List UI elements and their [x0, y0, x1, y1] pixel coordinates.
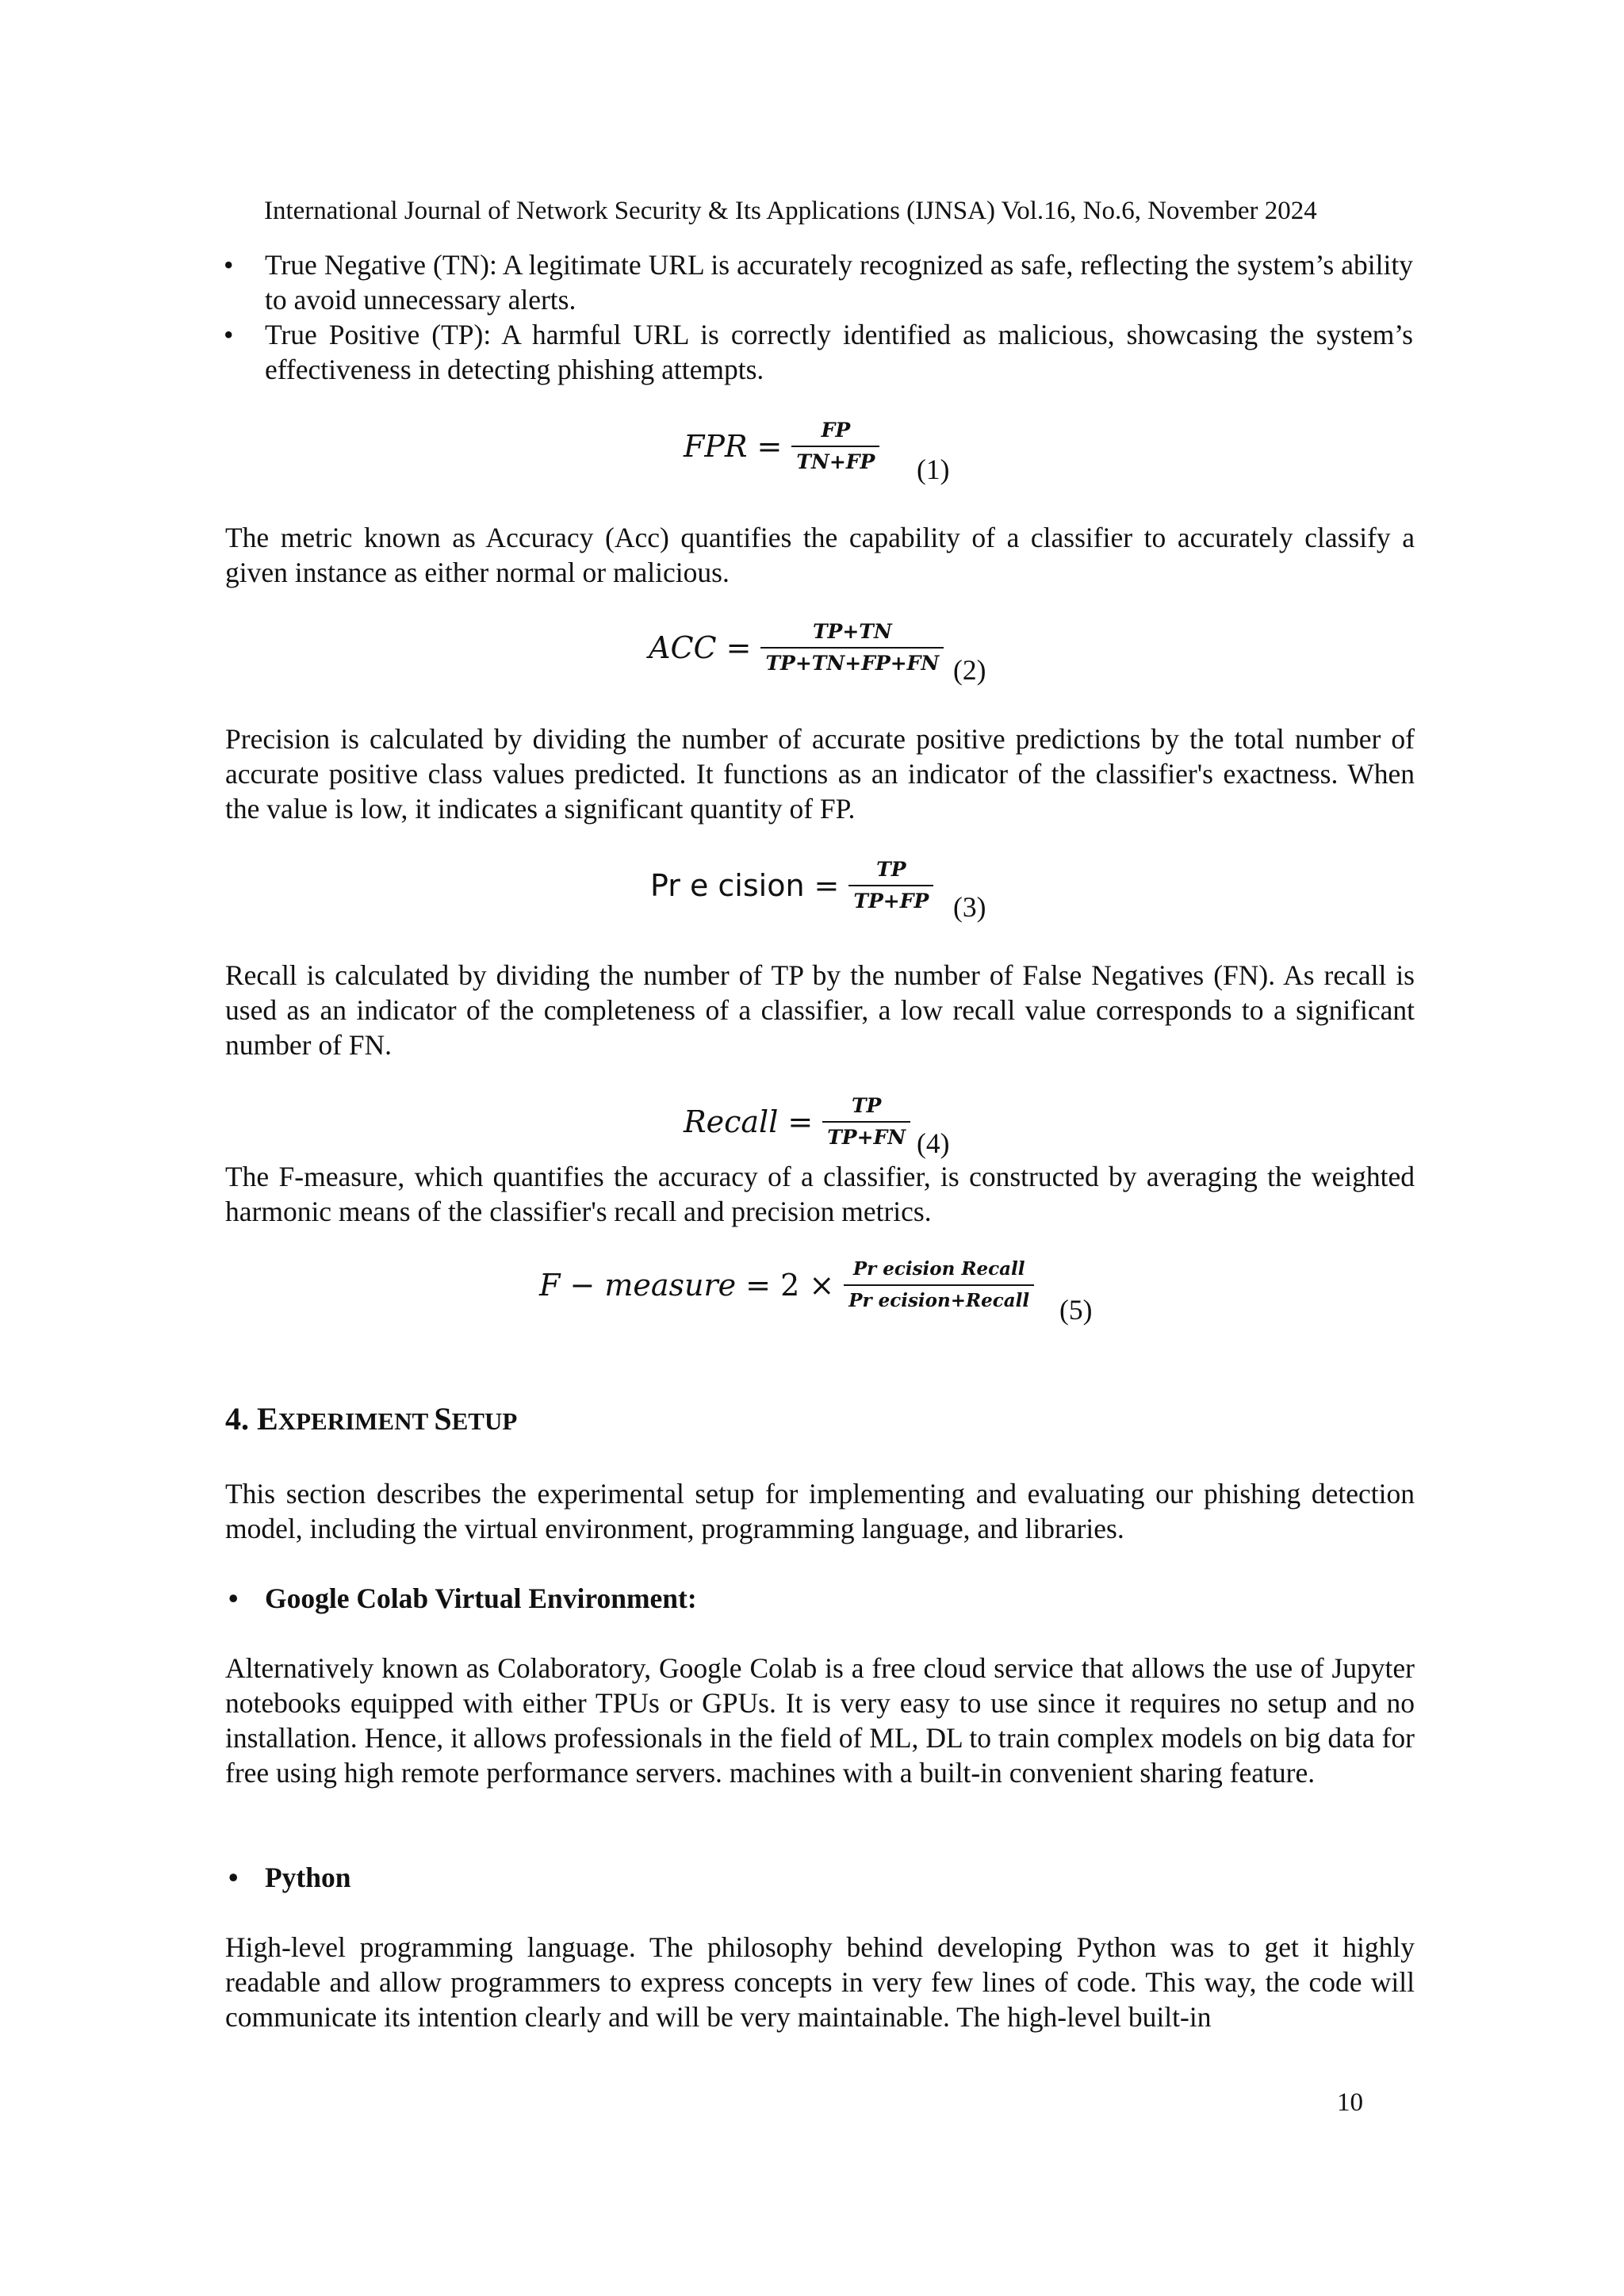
- paragraph-recall: Recall is calculated by dividing the number of TP by the number of False Negatives (FN). As recall is used as an indicator of the completeness of a classifier, a low recall value corresponds to a significant number of FN.: [225, 959, 1415, 1061]
- bullet-marker: •: [228, 1582, 239, 1614]
- equation-lhs: F − measure: [539, 1268, 737, 1303]
- equation-number: (1): [917, 453, 950, 485]
- subheading-google-colab: [228, 1581, 697, 1616]
- fraction-denominator: TP+TN+FP+FN: [765, 652, 940, 675]
- section-heading: [225, 1402, 517, 1439]
- equation-operator: =: [814, 868, 840, 903]
- section-title-initial: E: [257, 1401, 278, 1437]
- equation-operator: =: [787, 1104, 814, 1139]
- fraction-denominator: TN+FP: [796, 450, 875, 473]
- paragraph-python: High-level programming language. The philosophy behind developing Python was to get it highly readable and allow programmers to express concepts in very few lines of code. This way, the code will communicate its intention clearly and will be very maintainable. The high-level built-in: [225, 1931, 1415, 2033]
- running-header: International Journal of Network Security & Its Applications (IJNSA) Vol.16, No.6, November 2024: [264, 197, 1317, 225]
- equation-lhs: Recall: [684, 1104, 779, 1139]
- equation-lhs: Pr e cision: [650, 868, 805, 903]
- subheading-text: Python: [265, 1862, 351, 1893]
- equation-fraction: [844, 1257, 1034, 1313]
- fraction-numerator: TP: [876, 858, 906, 881]
- paragraph-colab: Alternatively known as Colaboratory, Google Colab is a free cloud service that allows the use of Jupyter notebooks equipped with either TPUs or GPUs. It is very easy to use since it requires no setup and no installation. Hence, it allows professionals in the field of ML, DL to train complex models on big data for free using high remote performance servers. machines with a built-in convenient sharing feature.: [225, 1652, 1415, 1789]
- subheading-python: [228, 1860, 351, 1895]
- fraction-denominator: Pr ecision+Recall: [848, 1290, 1030, 1311]
- fraction-numerator: Pr ecision Recall: [852, 1258, 1025, 1280]
- equation-fraction: [791, 419, 879, 474]
- equation-fraction: [822, 1094, 910, 1150]
- section-title-smallcaps: XPERIMENT: [278, 1407, 435, 1435]
- equation-lhs: FPR: [684, 429, 748, 464]
- page-number: 10: [1337, 2088, 1363, 2117]
- paragraph-precision: Precision is calculated by dividing the number of accurate positive predictions by the total number of accurate positive class values predicted. It functions as an indicator of the classifier's exactness. When the value is low, it indicates a significant quantity of FP.: [225, 723, 1415, 825]
- bullet-marker: •: [224, 319, 234, 350]
- section-title-initial: S: [434, 1401, 452, 1437]
- equation-accuracy: [649, 620, 944, 675]
- fraction-denominator: TP+FN: [827, 1126, 906, 1149]
- bullet-marker: •: [228, 1862, 239, 1893]
- equation-lhs: ACC: [649, 630, 717, 665]
- equation-operator: = 2 ×: [745, 1268, 835, 1303]
- equation-operator: =: [726, 630, 752, 665]
- section-title-smallcaps: ETUP: [451, 1407, 518, 1435]
- paragraph-fmeasure: The F-measure, which quantifies the accuracy of a classifier, is constructed by averaging the weighted harmonic means of the classifier's recall and precision metrics.: [225, 1161, 1415, 1227]
- equation-fraction: [848, 858, 933, 913]
- bullet-text: True Positive (TP): A harmful URL is correctly identified as malicious, showcasing the system’s effectiveness in detecting phishing attempts.: [265, 319, 1413, 385]
- equation-number: (3): [953, 891, 986, 923]
- fraction-numerator: TP: [851, 1094, 882, 1117]
- equation-number: (5): [1059, 1294, 1093, 1326]
- bullet-text: True Negative (TN): A legitimate URL is accurately recognized as safe, reflecting the system’s ability to avoid unnecessary alerts.: [265, 249, 1413, 316]
- fraction-bar: [760, 647, 944, 649]
- equation-fraction: [760, 620, 944, 675]
- equation-operator: =: [756, 429, 783, 464]
- equation-number: (4): [917, 1127, 950, 1159]
- bullet-marker: •: [224, 249, 234, 281]
- equation-precision: [650, 858, 933, 913]
- fraction-numerator: TP+TN: [812, 620, 892, 643]
- equation-fmeasure: [539, 1257, 1034, 1313]
- fraction-bar: [791, 446, 879, 447]
- fraction-numerator: FP: [821, 419, 851, 442]
- paragraph-section-intro: This section describes the experimental setup for implementing and evaluating our phishing detection model, including the virtual environment, programming language, and libraries.: [225, 1478, 1415, 1544]
- equation-fpr: [684, 419, 879, 474]
- fraction-bar: [848, 885, 933, 886]
- section-number: 4.: [225, 1401, 249, 1437]
- equation-recall: [684, 1094, 910, 1150]
- fraction-bar: [844, 1284, 1034, 1286]
- paragraph-accuracy: The metric known as Accuracy (Acc) quantifies the capability of a classifier to accurately classify a given instance as either normal or malicious.: [225, 522, 1415, 588]
- subheading-text: Google Colab Virtual Environment:: [265, 1582, 697, 1614]
- fraction-denominator: TP+FP: [853, 890, 929, 913]
- fraction-bar: [822, 1121, 910, 1123]
- equation-number: (2): [953, 654, 986, 686]
